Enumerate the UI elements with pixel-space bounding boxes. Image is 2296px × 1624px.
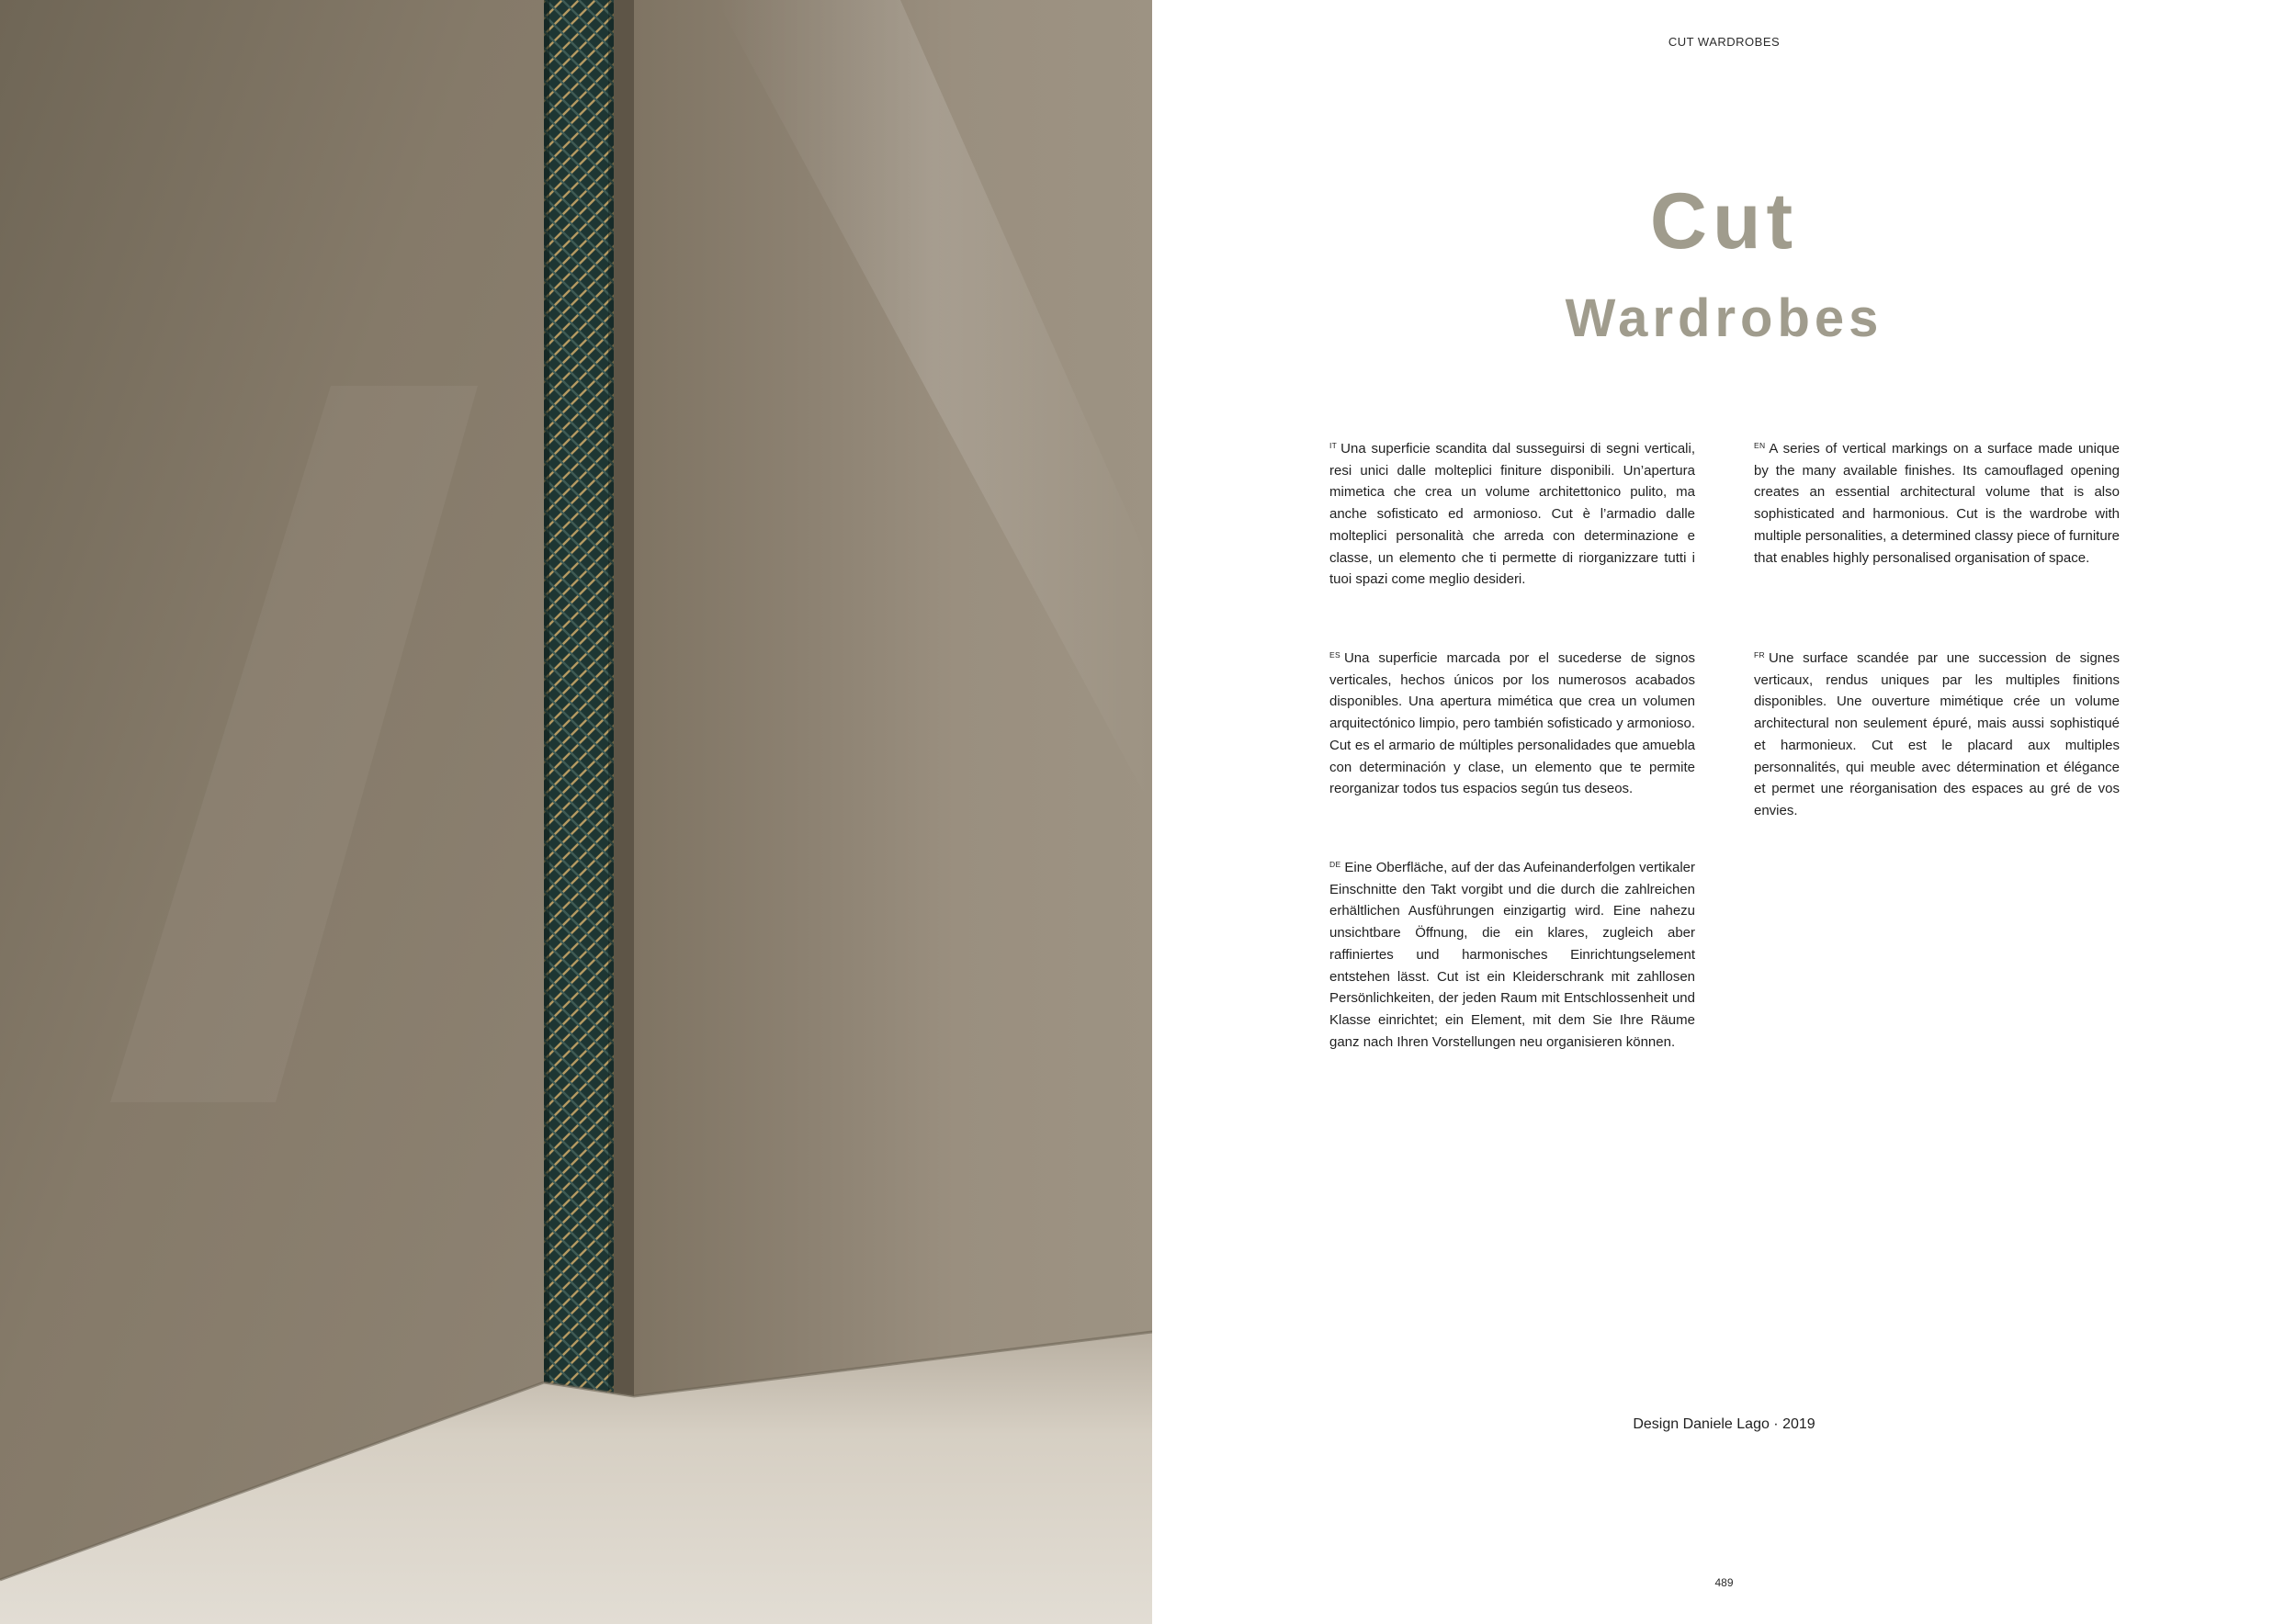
paragraph-spanish (1329, 645, 1695, 800)
paragraph-text: Une surface scandée par une succession de signes verticaux, rendus uniques par les multiples finitions disponibles. Une ouverture mimétique crée un volume architectural non seulement épuré, mais aussi sophistiqué et harmonieux. Cut est le placard aux multiples personnalités, qui meuble avec détermination et élégance et permet une réorganisation des espaces au gré de vos envies. (1754, 650, 2120, 818)
door-gap-shadow (614, 0, 634, 1401)
language-tag: ES (1329, 650, 1340, 660)
paragraph-text: A series of vertical markings on a surface made unique by the many available finishes. Its camouflaged opening creates an essential architectural volume that is also sophisticated and harmonious. Cut is the wardrobe with multiple personalities, a determined classy piece of furniture that enables highly personalised organisation of space. (1754, 441, 2120, 566)
strip-edge (544, 0, 549, 1413)
strip-edge (608, 0, 614, 1413)
design-credit: Design Daniele Lago · 2019 (1633, 1416, 1815, 1432)
text-page (1152, 0, 2296, 1624)
paragraph-french (1754, 645, 2120, 822)
page-title: Cut (1649, 177, 1799, 265)
woven-inlay-strip (544, 0, 614, 1413)
running-head: CUT WARDROBES (1668, 35, 1781, 49)
paragraph-text: Una superficie scandita dal susseguirsi di segni verticali, resi unici dalle molteplici finiture disponibili. Un’apertura mimetica che crea un volume architettonico pulito, ma anche sofisticato ed armonioso. Cut è l’armadio dalle molteplici personalità che arreda con determinazione e classe, un elemento che ti permette di riorganizzare tutti i tuoi spazi come meglio desideri. (1329, 441, 1695, 588)
language-tag: FR (1754, 650, 1765, 660)
paragraph-italian (1329, 435, 1695, 591)
language-tag: IT (1329, 441, 1338, 450)
page-number: 489 (1714, 1576, 1734, 1589)
paragraph-text: Eine Oberfläche, auf der das Aufeinanderfolgen vertikaler Einschnitte den Takt vorgibt und die durch die zahlreichen erhältlichen Ausführungen einzigartig wird. Eine nahezu unsichtbare Öffnung, die ein klares, zugleich aber raffiniertes und harmonisches Einrichtungselement entstehen lässt. Cut ist ein Kleiderschrank mit zahllosen Persönlichkeiten, der jeden Raum mit Entschlossenheit und Klasse einrichtet; ein Element, mit dem Sie Ihre Räume ganz nach Ihren Vorstellungen neu organisieren können. (1329, 860, 1695, 1050)
paragraph-german (1329, 854, 1695, 1053)
page-subtitle: Wardrobes (1565, 288, 1883, 348)
paragraph-english (1754, 435, 2120, 569)
language-tag: DE (1329, 860, 1341, 869)
language-tag: EN (1754, 441, 1766, 450)
paragraph-text: Una superficie marcada por el sucederse de signos verticales, hechos únicos por los numerosos acabados disponibles. Una apertura mimética que crea un volumen arquitectónico limpio, pero también sofisticado y armonioso. Cut es el armario de múltiples personalidades que amuebla con determinación y clase, un elemento que te permite reorganizar todos tus espacios según tus deseos. (1329, 650, 1695, 797)
